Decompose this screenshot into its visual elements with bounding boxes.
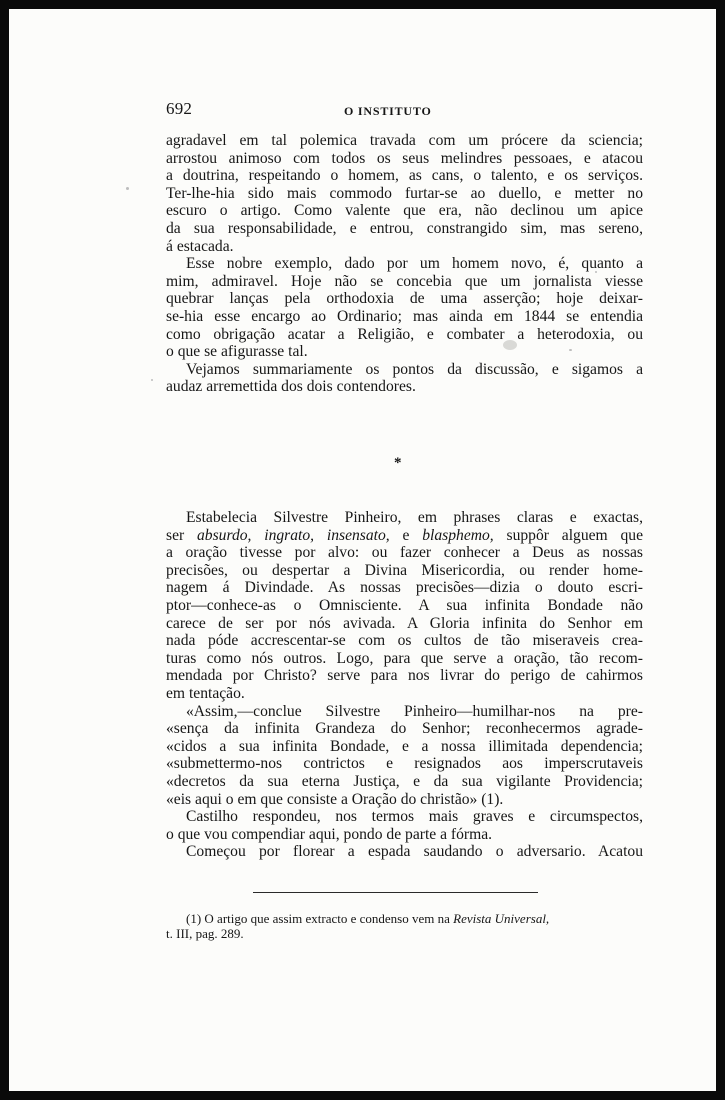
text-line: Castilho respondeu, nos termos mais graves e circumspectos, [186,808,643,826]
text-line: «submettermo-nos contrictos e resignados aos imperscrutaveis [166,755,643,773]
text-line: nagem á Divindade. As nossas precisões—dizia o douto escri- [166,579,643,597]
page-number: 692 [166,99,193,118]
text-line: Esse nobre exemplo, dado por um homem novo, é, quanto a [186,255,643,273]
text-line: nada póde accrescentar-se com os cultos de tão miseraveis crea- [166,632,643,650]
text-line: «eis aqui o em que consiste a Oração do christão» (1). [166,790,504,808]
body-text-part-1 [166,132,643,396]
text-line: a oração tivesse por alvo: ou fazer conhecer a Deus as nossas [166,544,643,562]
text-line: se-hia esse encargo ao Ordinario; mas ainda em 1844 se entendia [166,307,643,325]
text-line: ptor—conhece-as o Omnisciente. A sua infinita Bondade não [166,596,643,614]
italic-term: blasphemo, [422,526,494,544]
footnote [166,911,643,941]
text-line: á estacada. [166,237,234,255]
text-line: Estabelecia Silvestre Pinheiro, em phrases claras e exactas, [186,509,643,526]
text-line: Ter-lhe-hia sido mais commodo furtar-se ao duello, e metter no [166,184,643,202]
text-line: carece de ser por nós avivada. A Gloria infinita do Senhor em [166,614,643,632]
italic-terms: absurdo, ingrato, insensato, [197,526,390,544]
book-page [9,9,716,1091]
footnote-line: t. III, pag. 289. [166,926,244,941]
footnote-line: (1) O artigo que assim extracto e condenso vem na Revista Universal, [186,911,550,926]
text-line: «sença da infinita Grandeza do Senhor; reconhecermos agrade- [166,720,643,738]
footnote-rule [253,892,538,893]
page-header [166,99,486,121]
text-line: precisões, ou despertar a Divina Misericordia, ou render home- [166,561,643,579]
footnote-journal-title: Revista Universal, [453,911,550,926]
text-line: «cidos a sua infinita Bondade, e a nossa illimitada dependencia; [166,737,643,755]
text-line: em tentação. [166,684,245,702]
text-line: audaz arremettida dos dois contendores. [166,378,416,396]
section-separator-asterisk: * [394,455,402,471]
text-line: o que vou compendiar aqui, pondo de parte a fórma. [166,825,493,843]
body-text-part-2 [166,509,643,861]
text-line: o que se afigurasse tal. [166,343,308,361]
text-line: da sua responsabilidade, e entrou, constrangido sim, mas sereno, [166,219,643,237]
text-line: mendada por Christo? serve para nos livrar do perigo de cahirmos [166,667,643,685]
text-line: Começou por florear a espada saudando o adversario. Acatou [186,843,643,861]
running-title: O INSTITUTO [344,104,432,118]
text-line: mim, admiravel. Hoje não se concebia que um jornalista viesse [166,272,643,290]
text-line: a doutrina, respeitando o homem, as cans, o talento, e os serviços. [166,167,643,185]
text-line: quebrar lanças pela orthodoxia de uma asserção; hoje deixar- [166,290,643,308]
text-line: ser absurdo, ingrato, insensato, e blasphemo, suppôr alguem que [166,526,643,544]
text-line: «decretos da sua eterna Justiça, e da sua vigilante Providencia; [166,772,643,790]
text-line: escuro o artigo. Como valente que era, não declinou um apice [166,202,643,220]
text-line: Vejamos summariamente os pontos da discussão, e sigamos a [186,360,643,378]
text-line: agradavel em tal polemica travada com um prócere da sciencia; [166,132,643,149]
text-line: arrostou animoso com todos os seus melindres pessoaes, e atacou [166,149,643,167]
text-line: turas como nós outros. Logo, para que serve a oração, tão recom- [166,649,643,667]
text-line: como obrigação acatar a Religião, e combater a heterodoxia, ou [166,325,643,343]
text-line: «Assim,—conclue Silvestre Pinheiro—humilhar-nos na pre- [186,702,643,720]
